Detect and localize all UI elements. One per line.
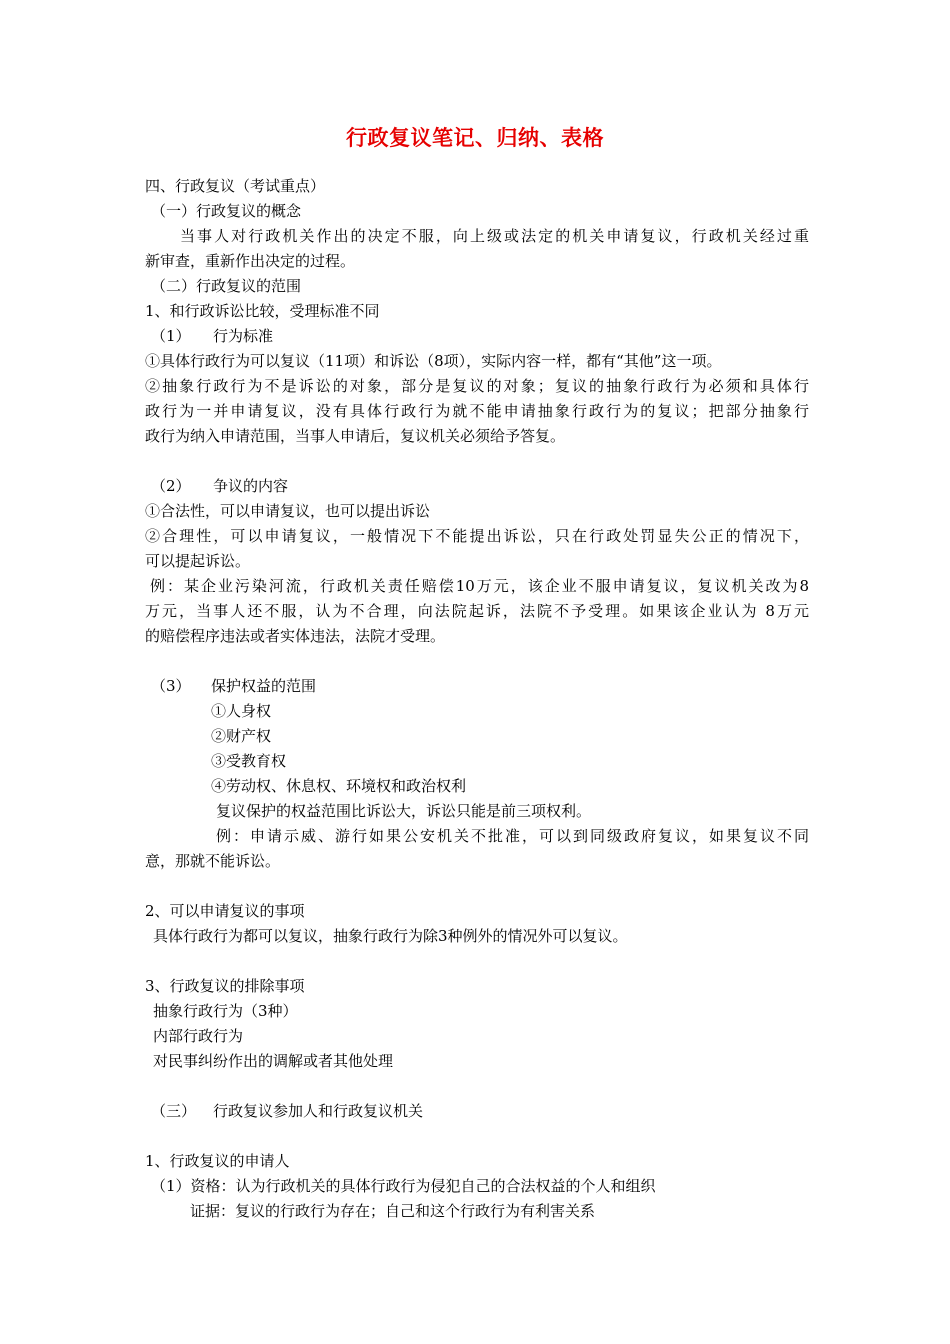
list-item: ②财产权 [211, 727, 272, 745]
list-number: （3） [151, 677, 191, 695]
example-line: 例：申请示威、游行如果公安机关不批准，可以到同级政府复议，如果复议不同 [216, 827, 809, 845]
paragraph-line: 新审查，重新作出决定的过程。 [145, 252, 356, 270]
paragraph-line: 证据：复议的行政行为存在；自己和这个行政行为有利害关系 [190, 1202, 596, 1220]
subsection-heading: （二）行政复议的范围 [151, 277, 302, 295]
item-heading: 2、可以申请复议的事项 [145, 902, 305, 920]
list-heading: 行为标准 [213, 327, 274, 345]
example-line: 意，那就不能诉讼。 [145, 852, 281, 870]
item-heading: 1、和行政诉讼比较，受理标准不同 [145, 302, 380, 320]
list-number: （2） [151, 477, 191, 495]
paragraph-line: ①合法性，可以申请复议，也可以提出诉讼 [145, 502, 431, 520]
item-heading: 1、行政复议的申请人 [145, 1152, 290, 1170]
paragraph-line: 复议保护的权益范围比诉讼大，诉讼只能是前三项权利。 [216, 802, 592, 820]
paragraph-line: 政行为纳入申请范围，当事人申请后，复议机关必须给予答复。 [145, 427, 566, 445]
list-item: 对民事纠纷作出的调解或者其他处理 [153, 1052, 394, 1070]
paragraph-line: ①具体行政行为可以复议（11项）和诉讼（8项），实际内容一样，都有“其他”这一项。 [145, 352, 722, 370]
paragraph-line: （1）资格：认为行政机关的具体行政行为侵犯自己的合法权益的个人和组织 [151, 1177, 656, 1195]
list-item: 抽象行政行为（3种） [153, 1002, 298, 1020]
paragraph-line: ②抽象行政行为不是诉讼的对象，部分是复议的对象；复议的抽象行政行为必须和具体行 [145, 377, 809, 395]
list-item: 内部行政行为 [153, 1027, 244, 1045]
list-item: ①人身权 [211, 702, 272, 720]
list-number: （三） [151, 1102, 197, 1120]
document-title: 行政复议笔记、归纳、表格 [346, 125, 604, 150]
example-line: 例：某企业污染河流，行政机关责任赔偿10万元，该企业不服申请复议，复议机关改为8 [150, 577, 809, 595]
example-line: 的赔偿程序违法或者实体违法，法院才受理。 [145, 627, 446, 645]
item-heading: 3、行政复议的排除事项 [145, 977, 305, 995]
subsection-heading: 行政复议参加人和行政复议机关 [213, 1102, 424, 1120]
list-heading: 争议的内容 [213, 477, 289, 495]
subsection-heading: （一）行政复议的概念 [151, 202, 302, 220]
paragraph-line: 当事人对行政机关作出的决定不服，向上级或法定的机关申请复议，行政机关经过重 [180, 227, 809, 245]
list-number: （1） [151, 327, 191, 345]
list-item: ③受教育权 [211, 752, 287, 770]
paragraph-line: ②合理性，可以申请复议，一般情况下不能提出诉讼，只在行政处罚显失公正的情况下， [145, 527, 809, 545]
example-line: 万元，当事人还不服，认为不合理，向法院起诉，法院不予受理。如果该企业认为 8万元 [145, 602, 809, 620]
paragraph-line: 可以提起诉讼。 [145, 552, 251, 570]
paragraph-line: 具体行政行为都可以复议，抽象行政行为除3种例外的情况外可以复议。 [153, 927, 628, 945]
list-item: ④劳动权、休息权、环境权和政治权利 [211, 777, 467, 795]
section-heading: 四、行政复议（考试重点） [145, 177, 326, 195]
list-heading: 保护权益的范围 [211, 677, 317, 695]
paragraph-line: 政行为一并申请复议，没有具体行政行为就不能申请抽象行政行为的复议；把部分抽象行 [145, 402, 809, 420]
